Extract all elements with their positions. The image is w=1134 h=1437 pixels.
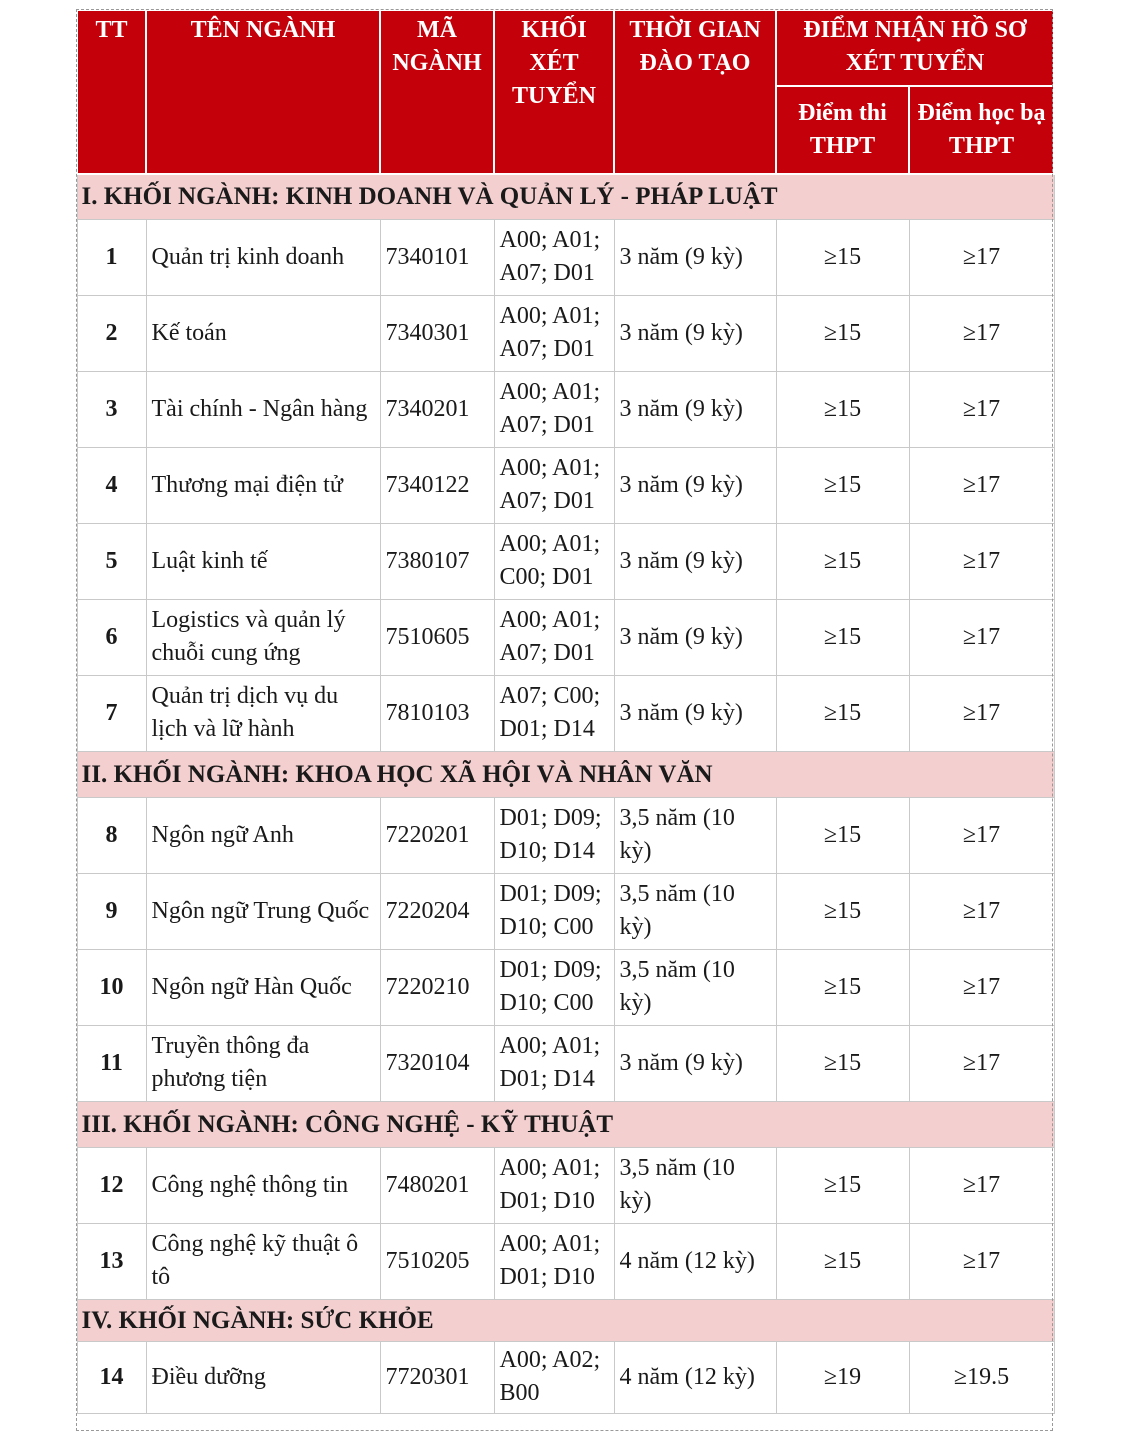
row-diem-hoc-ba: ≥19.5 (909, 1341, 1054, 1413)
row-time: 4 năm (12 kỳ) (614, 1223, 776, 1299)
row-khoi: D01; D09; D10; C00 (494, 949, 614, 1025)
table-row (77, 1341, 1054, 1413)
row-tt: 6 (77, 599, 146, 675)
row-time: 3 năm (9 kỳ) (614, 1025, 776, 1101)
row-time: 3,5 năm (10 kỳ) (614, 1147, 776, 1223)
row-diem-thi: ≥15 (776, 675, 909, 751)
row-tt: 12 (77, 1147, 146, 1223)
table-row (77, 295, 1054, 371)
row-code: 7340122 (380, 447, 494, 523)
row-name: Ngôn ngữ Anh (146, 797, 380, 873)
row-code: 7510605 (380, 599, 494, 675)
row-khoi: A00; A01; A07; D01 (494, 219, 614, 295)
row-time: 3 năm (9 kỳ) (614, 523, 776, 599)
row-tt: 2 (77, 295, 146, 371)
row-tt: 4 (77, 447, 146, 523)
table-row (77, 675, 1054, 751)
section-row (77, 751, 1054, 797)
row-diem-hoc-ba: ≥17 (909, 371, 1054, 447)
row-khoi: A07; C00; D01; D14 (494, 675, 614, 751)
row-time: 3,5 năm (10 kỳ) (614, 949, 776, 1025)
row-time: 4 năm (12 kỳ) (614, 1341, 776, 1413)
row-khoi: A00; A02; B00 (494, 1341, 614, 1413)
row-code: 7320104 (380, 1025, 494, 1101)
row-code: 7380107 (380, 523, 494, 599)
row-tt: 9 (77, 873, 146, 949)
row-diem-thi: ≥15 (776, 797, 909, 873)
row-diem-thi: ≥15 (776, 873, 909, 949)
row-code: 7340101 (380, 219, 494, 295)
row-code: 7340201 (380, 371, 494, 447)
table-body (77, 174, 1054, 1413)
row-diem-thi: ≥15 (776, 447, 909, 523)
row-diem-hoc-ba: ≥17 (909, 447, 1054, 523)
row-name: Kế toán (146, 295, 380, 371)
row-khoi: A00; A01; A07; D01 (494, 371, 614, 447)
row-time: 3,5 năm (10 kỳ) (614, 873, 776, 949)
row-diem-hoc-ba: ≥17 (909, 219, 1054, 295)
header-khoi-xet-tuyen: KHỐI XÉT TUYỂN (494, 10, 614, 174)
row-khoi: A00; A01; C00; D01 (494, 523, 614, 599)
row-name: Quản trị kinh doanh (146, 219, 380, 295)
row-diem-hoc-ba: ≥17 (909, 1223, 1054, 1299)
table-row (77, 371, 1054, 447)
row-diem-hoc-ba: ≥17 (909, 873, 1054, 949)
row-tt: 3 (77, 371, 146, 447)
section-row (77, 1101, 1054, 1147)
table-row (77, 599, 1054, 675)
row-tt: 14 (77, 1341, 146, 1413)
row-name: Tài chính - Ngân hàng (146, 371, 380, 447)
table-row (77, 523, 1054, 599)
table-row (77, 797, 1054, 873)
header-diem-nhan: ĐIỂM NHẬN HỒ SƠ XÉT TUYỂN (776, 10, 1054, 86)
section-title: III. KHỐI NGÀNH: CÔNG NGHỆ - KỸ THUẬT (77, 1101, 1054, 1147)
admissions-table (76, 9, 1055, 1414)
header-tt: TT (77, 10, 146, 174)
row-name: Công nghệ thông tin (146, 1147, 380, 1223)
row-code: 7220210 (380, 949, 494, 1025)
row-name: Ngôn ngữ Hàn Quốc (146, 949, 380, 1025)
header-diem-thi: Điểm thi THPT (776, 86, 909, 174)
row-diem-thi: ≥19 (776, 1341, 909, 1413)
table-row (77, 1025, 1054, 1101)
table-row (77, 1223, 1054, 1299)
table-row (77, 447, 1054, 523)
header-ten-nganh: TÊN NGÀNH (146, 10, 380, 174)
row-name: Ngôn ngữ Trung Quốc (146, 873, 380, 949)
row-diem-thi: ≥15 (776, 371, 909, 447)
row-code: 7340301 (380, 295, 494, 371)
row-name: Logistics và quản lý chuỗi cung ứng (146, 599, 380, 675)
row-khoi: D01; D09; D10; D14 (494, 797, 614, 873)
row-khoi: A00; A01; D01; D14 (494, 1025, 614, 1101)
row-diem-hoc-ba: ≥17 (909, 599, 1054, 675)
row-diem-thi: ≥15 (776, 295, 909, 371)
row-khoi: A00; A01; A07; D01 (494, 599, 614, 675)
section-row (77, 1299, 1054, 1341)
row-tt: 13 (77, 1223, 146, 1299)
row-diem-hoc-ba: ≥17 (909, 295, 1054, 371)
row-code: 7510205 (380, 1223, 494, 1299)
row-diem-hoc-ba: ≥17 (909, 675, 1054, 751)
row-diem-thi: ≥15 (776, 949, 909, 1025)
row-khoi: A00; A01; D01; D10 (494, 1223, 614, 1299)
header-ma-nganh: MÃ NGÀNH (380, 10, 494, 174)
row-time: 3 năm (9 kỳ) (614, 675, 776, 751)
row-diem-hoc-ba: ≥17 (909, 523, 1054, 599)
row-khoi: A00; A01; A07; D01 (494, 295, 614, 371)
table-row (77, 219, 1054, 295)
header-diem-hoc-ba: Điểm học bạ THPT (909, 86, 1054, 174)
row-tt: 8 (77, 797, 146, 873)
row-diem-hoc-ba: ≥17 (909, 1025, 1054, 1101)
row-name: Công nghệ kỹ thuật ô tô (146, 1223, 380, 1299)
section-title: II. KHỐI NGÀNH: KHOA HỌC XÃ HỘI VÀ NHÂN VĂN (77, 751, 1054, 797)
row-diem-thi: ≥15 (776, 1025, 909, 1101)
row-tt: 1 (77, 219, 146, 295)
row-tt: 11 (77, 1025, 146, 1101)
table-row (77, 1147, 1054, 1223)
row-code: 7810103 (380, 675, 494, 751)
row-time: 3 năm (9 kỳ) (614, 295, 776, 371)
row-name: Truyền thông đa phương tiện (146, 1025, 380, 1101)
row-time: 3 năm (9 kỳ) (614, 447, 776, 523)
row-khoi: D01; D09; D10; C00 (494, 873, 614, 949)
section-row (77, 174, 1054, 219)
row-tt: 5 (77, 523, 146, 599)
row-time: 3 năm (9 kỳ) (614, 599, 776, 675)
row-tt: 7 (77, 675, 146, 751)
row-diem-thi: ≥15 (776, 219, 909, 295)
row-khoi: A00; A01; D01; D10 (494, 1147, 614, 1223)
row-diem-thi: ≥15 (776, 599, 909, 675)
row-diem-hoc-ba: ≥17 (909, 797, 1054, 873)
row-code: 7220204 (380, 873, 494, 949)
row-diem-thi: ≥15 (776, 523, 909, 599)
table-row (77, 873, 1054, 949)
row-name: Luật kinh tế (146, 523, 380, 599)
table-row (77, 949, 1054, 1025)
row-name: Thương mại điện tử (146, 447, 380, 523)
row-diem-thi: ≥15 (776, 1223, 909, 1299)
header-thoi-gian: THỜI GIAN ĐÀO TẠO (614, 10, 776, 174)
row-diem-hoc-ba: ≥17 (909, 1147, 1054, 1223)
row-code: 7720301 (380, 1341, 494, 1413)
row-time: 3 năm (9 kỳ) (614, 371, 776, 447)
row-khoi: A00; A01; A07; D01 (494, 447, 614, 523)
section-title: I. KHỐI NGÀNH: KINH DOANH VÀ QUẢN LÝ - PHÁP LUẬT (77, 174, 1054, 219)
section-title: IV. KHỐI NGÀNH: SỨC KHỎE (77, 1299, 1054, 1341)
row-time: 3,5 năm (10 kỳ) (614, 797, 776, 873)
row-name: Điều dưỡng (146, 1341, 380, 1413)
row-name: Quản trị dịch vụ du lịch và lữ hành (146, 675, 380, 751)
row-diem-hoc-ba: ≥17 (909, 949, 1054, 1025)
row-code: 7220201 (380, 797, 494, 873)
row-time: 3 năm (9 kỳ) (614, 219, 776, 295)
row-code: 7480201 (380, 1147, 494, 1223)
row-tt: 10 (77, 949, 146, 1025)
row-diem-thi: ≥15 (776, 1147, 909, 1223)
